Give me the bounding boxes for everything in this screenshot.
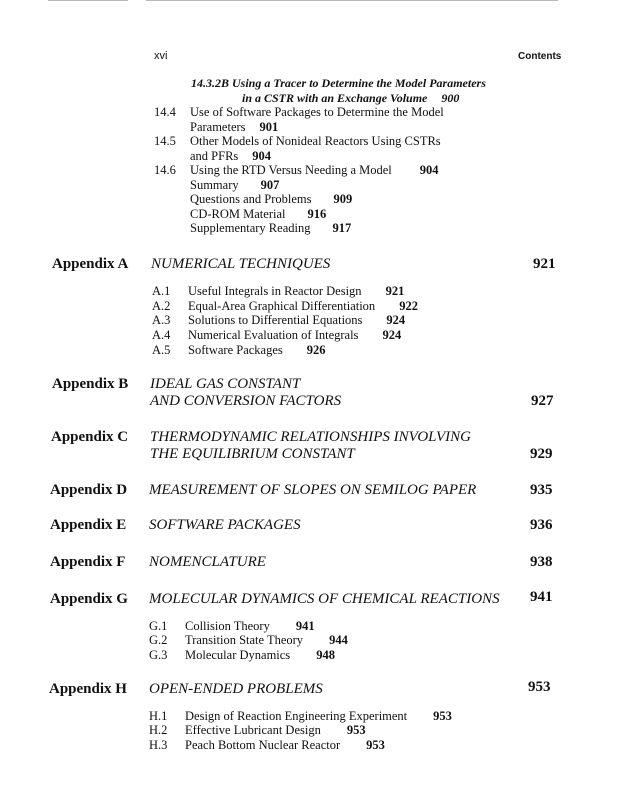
toc-entry-page: 909 — [333, 192, 353, 206]
appendix-title-line: THERMODYNAMIC RELATIONSHIPS INVOLVING — [150, 429, 471, 445]
appendix-f-label: Appendix F — [50, 554, 126, 570]
toc-entry-a-4 — [188, 328, 401, 343]
toc-entry-title: Equal-Area Graphical Differentiation — [188, 299, 376, 313]
toc-entry-page: 904 — [252, 149, 272, 163]
appendix-h-label: Appendix H — [49, 681, 127, 697]
toc-entry-title: Useful Integrals in Reactor Design — [188, 284, 362, 298]
appendix-h-page: 953 — [528, 679, 551, 695]
appendix-f-page: 938 — [530, 554, 553, 570]
toc-entry-title: Effective Lubricant Design — [185, 723, 321, 737]
appendix-e-label: Appendix E — [50, 517, 127, 533]
toc-entry-page: 926 — [306, 343, 326, 357]
toc-entry-title: CD-ROM Material — [190, 207, 286, 221]
toc-entry-h-1 — [185, 709, 452, 724]
toc-entry-title-cont: and PFRs — [190, 149, 239, 163]
appendix-a-label: Appendix A — [52, 256, 129, 272]
toc-entry-title: Using the RTD Versus Needing a Model — [190, 163, 392, 177]
toc-entry-questions — [190, 192, 352, 207]
toc-entry-number: G.2 — [149, 633, 168, 647]
toc-entry-page: 921 — [385, 284, 405, 298]
toc-entry-a-1 — [188, 284, 404, 299]
toc-entry-title: Collision Theory — [185, 619, 270, 633]
toc-entry-title: Peach Bottom Nuclear Reactor — [185, 738, 341, 752]
toc-entry-a-2 — [188, 299, 418, 314]
toc-entry-title-cont: in a CSTR with an Exchange Volume — [242, 91, 428, 105]
toc-entry-title: Summary — [190, 178, 239, 192]
toc-entry-title: Transition State Theory — [185, 633, 304, 647]
appendix-f-title: NOMENCLATURE — [149, 554, 266, 570]
appendix-g-page: 941 — [530, 589, 553, 605]
appendix-h-title: OPEN-ENDED PROBLEMS — [149, 681, 323, 697]
toc-entry-h-3 — [185, 738, 385, 753]
appendix-title-line: AND CONVERSION FACTORS — [150, 393, 342, 409]
appendix-c-title — [150, 429, 471, 463]
toc-entry-title: Solutions to Differential Equations — [188, 313, 363, 327]
toc-entry-title: Design of Reaction Engineering Experiment — [185, 709, 408, 723]
appendix-e-title: SOFTWARE PACKAGES — [149, 517, 301, 533]
toc-entry-title: Use of Software Packages to Determine the Model — [190, 105, 444, 119]
top-rule-left — [48, 0, 128, 1]
appendix-a-title: NUMERICAL TECHNIQUES — [151, 256, 331, 272]
toc-entry-title: Numerical Evaluation of Integrals — [188, 328, 359, 342]
appendix-title-line: THE EQUILIBRIUM CONSTANT — [150, 446, 355, 462]
toc-entry-page: 953 — [366, 738, 385, 752]
toc-entry-page: 941 — [295, 619, 315, 633]
toc-entry-14-5 — [190, 134, 441, 164]
toc-entry-g-2 — [185, 633, 348, 648]
toc-entry-number: 14.6 — [154, 163, 176, 177]
toc-entry-number: A.4 — [152, 328, 171, 342]
toc-entry-title: Molecular Dynamics — [185, 648, 291, 662]
toc-entry-page: 948 — [316, 648, 335, 662]
top-rule-right — [146, 0, 558, 1]
toc-entry-summary — [190, 178, 279, 193]
toc-entry-number: A.2 — [152, 299, 171, 313]
toc-entry-g-3 — [185, 648, 335, 663]
toc-entry-a-3 — [188, 313, 405, 328]
toc-entry-14-4 — [190, 105, 444, 135]
toc-entry-page: 901 — [259, 120, 279, 134]
toc-entry-title: Other Models of Nonideal Reactors Using CSTRs — [190, 134, 441, 148]
toc-entry-title: Software Packages — [188, 343, 283, 357]
toc-entry-number: A.1 — [152, 284, 171, 298]
toc-entry-page: 916 — [307, 207, 327, 221]
toc-entry-title-cont: Parameters — [190, 120, 246, 134]
toc-entry-number: 14.5 — [154, 134, 176, 148]
appendix-b-page: 927 — [531, 393, 554, 409]
toc-entry-g-1 — [185, 619, 315, 634]
toc-entry-page: 900 — [441, 91, 460, 105]
appendix-d-label: Appendix D — [50, 482, 128, 498]
toc-entry-number: G.1 — [149, 619, 168, 633]
appendix-d-title: MEASUREMENT OF SLOPES ON SEMILOG PAPER — [149, 482, 477, 498]
toc-entry-number: H.3 — [149, 738, 168, 752]
toc-entry-number: A.3 — [152, 313, 171, 327]
toc-entry-page: 904 — [419, 163, 439, 177]
toc-entry-page: 953 — [346, 723, 366, 737]
appendix-b-title — [150, 376, 341, 410]
appendix-a-page: 921 — [533, 256, 556, 272]
appendix-b-label: Appendix B — [52, 376, 129, 392]
toc-entry-title: 14.3.2B Using a Tracer to Determine the Model Parameters — [191, 76, 486, 90]
toc-entry-page: 922 — [399, 299, 418, 313]
toc-entry-title: Questions and Problems — [190, 192, 312, 206]
appendix-g-title: MOLECULAR DYNAMICS OF CHEMICAL REACTIONS — [149, 591, 500, 607]
toc-entry-cdrom — [190, 207, 326, 222]
toc-entry-number: A.5 — [152, 343, 171, 357]
toc-entry-14-6 — [190, 163, 439, 178]
toc-entry-page: 917 — [332, 221, 352, 235]
toc-entry-number: G.3 — [149, 648, 168, 662]
toc-entry-14-3-2b — [191, 76, 486, 106]
toc-entry-number: H.2 — [149, 723, 168, 737]
toc-entry-title: Supplementary Reading — [190, 221, 311, 235]
toc-entry-h-2 — [185, 723, 366, 738]
toc-entry-page: 953 — [433, 709, 452, 723]
toc-entry-page: 944 — [329, 633, 348, 647]
toc-entry-page: 924 — [382, 328, 402, 342]
appendix-e-page: 936 — [530, 517, 553, 533]
appendix-c-label: Appendix C — [51, 429, 129, 445]
toc-entry-a-5 — [188, 343, 326, 358]
toc-entry-number: 14.4 — [154, 105, 176, 119]
appendix-title-line: IDEAL GAS CONSTANT — [150, 376, 301, 392]
appendix-d-page: 935 — [530, 482, 553, 498]
toc-entry-reading — [190, 221, 351, 236]
appendix-c-page: 929 — [530, 446, 553, 462]
toc-entry-number: H.1 — [149, 709, 168, 723]
toc-entry-page: 907 — [260, 178, 280, 192]
page-number: xvi — [154, 50, 168, 62]
appendix-g-label: Appendix G — [50, 591, 128, 607]
toc-entry-page: 924 — [386, 313, 406, 327]
running-header: Contents — [518, 51, 562, 62]
